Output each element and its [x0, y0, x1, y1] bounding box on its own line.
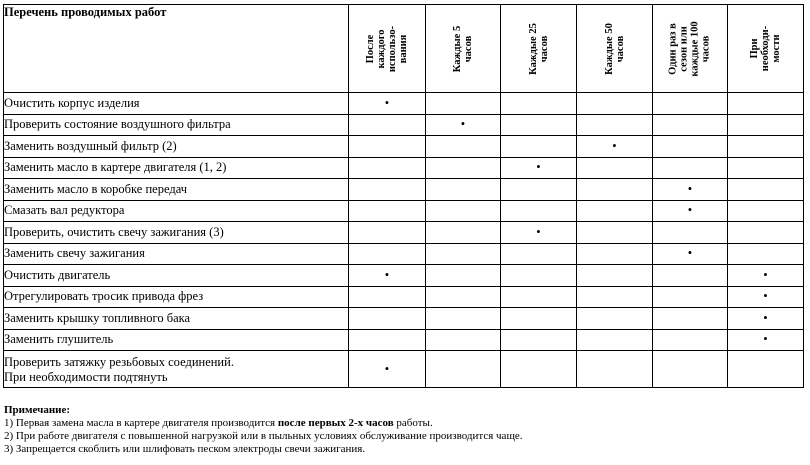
table-row: [4, 222, 804, 244]
schedule-cell: [426, 93, 501, 115]
schedule-cell: [577, 114, 653, 136]
note-1-emphasis: после первых 2-х часов: [277, 417, 394, 429]
schedule-cell: [349, 93, 426, 115]
schedule-cell: [728, 265, 804, 287]
table-row: [4, 114, 804, 136]
note-1: [4, 417, 523, 430]
schedule-cell: [426, 351, 501, 388]
schedule-cell: [653, 265, 728, 287]
bullet-icon: •: [687, 203, 693, 218]
note-2: 2) При работе двигателя с повышенной нагрузкой или в пыльных условиях обслуживание производится чаще.: [4, 430, 523, 442]
schedule-cell: [577, 265, 653, 287]
schedule-cell: [426, 243, 501, 265]
schedule-cell: [426, 329, 501, 351]
column-header-every-5-hours: [426, 5, 501, 93]
task-cell: Заменить глушитель: [4, 329, 349, 351]
schedule-cell: [426, 222, 501, 244]
bullet-icon: •: [536, 160, 541, 175]
task-cell: Проверить затяжку резьбовых соединений. При необходимости подтянуть: [4, 351, 349, 388]
schedule-cell: [728, 179, 804, 201]
task-cell: Заменить масло в коробке передач: [4, 179, 349, 201]
schedule-cell: [349, 222, 426, 244]
schedule-cell: [349, 243, 426, 265]
bullet-icon: •: [687, 181, 693, 196]
bullet-icon: •: [763, 332, 768, 347]
schedule-cell: [349, 308, 426, 330]
column-header-as-needed: [728, 5, 804, 93]
bullet-icon: •: [460, 117, 466, 132]
schedule-cell: [653, 286, 728, 308]
notes-section: [4, 404, 523, 456]
table-row: [4, 243, 804, 265]
schedule-cell: [349, 179, 426, 201]
table-row: [4, 265, 804, 287]
header-row: [4, 5, 804, 93]
schedule-cell: [501, 114, 577, 136]
note-1-end: работы.: [393, 417, 433, 429]
task-cell: Проверить состояние воздушного фильтра: [4, 114, 349, 136]
schedule-cell: [577, 308, 653, 330]
task-cell: Заменить воздушный фильтр (2): [4, 136, 349, 158]
schedule-cell: [426, 157, 501, 179]
schedule-cell: [426, 136, 501, 158]
schedule-cell: [349, 114, 426, 136]
bullet-icon: •: [763, 310, 768, 325]
bullet-icon: •: [612, 138, 617, 153]
bullet-icon: •: [384, 361, 390, 376]
task-cell: Очистить корпус изделия: [4, 93, 349, 115]
table-row: [4, 200, 804, 222]
schedule-cell: [349, 265, 426, 287]
bullet-icon: •: [763, 267, 768, 282]
task-cell: Очистить двигатель: [4, 265, 349, 287]
schedule-cell: [501, 93, 577, 115]
column-header-label: Каждые 50 часов: [603, 22, 626, 75]
column-header-per-season-or-100-hours: [653, 5, 728, 93]
schedule-cell: [501, 286, 577, 308]
schedule-cell: [577, 157, 653, 179]
schedule-cell: [728, 136, 804, 158]
column-header-label: После каждого использо- вания: [364, 25, 409, 72]
schedule-cell: [728, 222, 804, 244]
schedule-cell: [653, 351, 728, 388]
schedule-cell: [653, 243, 728, 265]
task-cell: Заменить крышку топливного бака: [4, 308, 349, 330]
task-cell: Проверить, очистить свечу зажигания (3): [4, 222, 349, 244]
table-row: [4, 179, 804, 201]
schedule-cell: [501, 157, 577, 179]
schedule-cell: [501, 200, 577, 222]
bullet-icon: •: [384, 267, 390, 282]
schedule-cell: [349, 200, 426, 222]
note-3: 3) Запрещается скоблить или шлифовать песком электроды свечи зажигания.: [4, 443, 366, 455]
schedule-cell: [728, 243, 804, 265]
schedule-cell: [577, 179, 653, 201]
table-row: [4, 93, 804, 115]
schedule-cell: [653, 136, 728, 158]
bullet-icon: •: [384, 95, 390, 110]
schedule-cell: [426, 179, 501, 201]
table-row: [4, 351, 804, 388]
schedule-cell: [501, 329, 577, 351]
schedule-cell: [501, 222, 577, 244]
schedule-cell: [728, 93, 804, 115]
schedule-cell: [577, 286, 653, 308]
schedule-cell: [426, 286, 501, 308]
schedule-cell: [426, 114, 501, 136]
schedule-cell: [577, 351, 653, 388]
schedule-cell: [653, 179, 728, 201]
table-row: [4, 286, 804, 308]
schedule-cell: [653, 329, 728, 351]
schedule-cell: [349, 329, 426, 351]
note-1-text: 1) Первая замена масла в картере двигателя производится: [4, 417, 278, 429]
schedule-cell: [349, 286, 426, 308]
schedule-cell: [728, 157, 804, 179]
task-list-header: Перечень проводимых работ: [4, 5, 349, 93]
schedule-cell: [653, 93, 728, 115]
column-header-every-25-hours: [501, 5, 577, 93]
schedule-cell: [577, 243, 653, 265]
table-row: [4, 329, 804, 351]
schedule-cell: [501, 265, 577, 287]
schedule-cell: [501, 308, 577, 330]
maintenance-schedule-table: [3, 4, 804, 388]
task-cell: Смазать вал редуктора: [4, 200, 349, 222]
schedule-cell: [577, 93, 653, 115]
schedule-cell: [653, 157, 728, 179]
column-header-label: Один раз в сезон или каждые 100 часов: [668, 20, 712, 77]
schedule-cell: [426, 308, 501, 330]
schedule-cell: [728, 308, 804, 330]
table-row: [4, 157, 804, 179]
schedule-cell: [501, 179, 577, 201]
table-body: [4, 93, 804, 388]
schedule-cell: [349, 136, 426, 158]
task-cell: Заменить свечу зажигания: [4, 243, 349, 265]
schedule-cell: [653, 114, 728, 136]
schedule-cell: [501, 136, 577, 158]
column-header-every-50-hours: [577, 5, 653, 93]
column-header-after-each-use: [349, 5, 426, 93]
schedule-cell: [653, 200, 728, 222]
bullet-icon: •: [536, 224, 541, 239]
table-row: [4, 136, 804, 158]
schedule-cell: [653, 222, 728, 244]
schedule-cell: [577, 200, 653, 222]
column-header-label: Каждые 25 часов: [527, 22, 550, 75]
bullet-icon: •: [687, 246, 693, 261]
schedule-cell: [349, 157, 426, 179]
schedule-cell: [728, 351, 804, 388]
schedule-cell: [426, 265, 501, 287]
schedule-cell: [577, 222, 653, 244]
schedule-cell: [501, 243, 577, 265]
schedule-cell: [653, 308, 728, 330]
schedule-cell: [426, 200, 501, 222]
bullet-icon: •: [763, 289, 768, 304]
schedule-cell: [577, 136, 653, 158]
task-cell: Отрегулировать тросик привода фрез: [4, 286, 349, 308]
schedule-cell: [501, 351, 577, 388]
schedule-cell: [728, 286, 804, 308]
schedule-cell: [577, 329, 653, 351]
task-cell: Заменить масло в картере двигателя (1, 2): [4, 157, 349, 179]
column-header-label: При необходи- мости: [749, 25, 782, 72]
column-header-label: Каждые 5 часов: [451, 25, 474, 72]
table-row: [4, 308, 804, 330]
schedule-cell: [728, 200, 804, 222]
notes-title: Примечание:: [4, 404, 71, 416]
schedule-cell: [728, 114, 804, 136]
schedule-cell: [349, 351, 426, 388]
schedule-cell: [728, 329, 804, 351]
